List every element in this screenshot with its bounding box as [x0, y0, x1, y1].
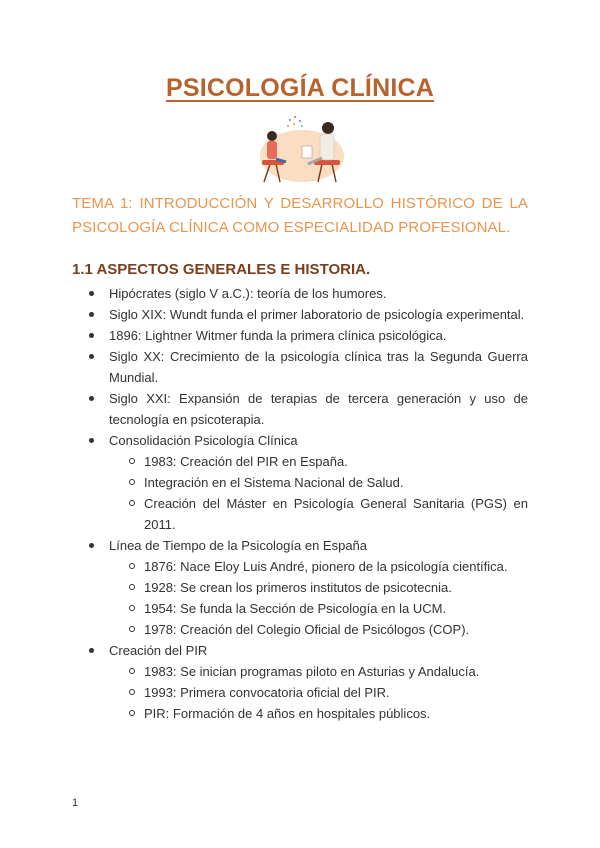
page-number: 1: [72, 797, 79, 809]
bullet-circle-icon: [129, 500, 135, 506]
bullet-dot-icon: [89, 396, 94, 401]
sub-item-text: 1876: Nace Eloy Luis André, pionero de la psicología científica.: [144, 559, 508, 574]
bullet-circle-icon: [129, 563, 135, 569]
list-item-text: Creación del PIR: [109, 643, 208, 658]
sub-list-item: [109, 472, 528, 493]
sub-item-text: Integración en el Sistema Nacional de Salud.: [144, 475, 404, 490]
sub-list: [109, 661, 528, 724]
list-item: [72, 388, 528, 430]
list-item: [72, 304, 528, 325]
sub-item-text: 1928: Se crean los primeros institutos de psicotecnia.: [144, 580, 452, 595]
sub-item-text: PIR: Formación de 4 años en hospitales públicos.: [144, 706, 431, 721]
bullet-circle-icon: [129, 479, 135, 485]
bullet-circle-icon: [129, 626, 135, 632]
bullet-circle-icon: [129, 458, 135, 464]
sub-item-text: 1978: Creación del Colegio Oficial de Psicólogos (COP).: [144, 622, 470, 637]
bullet-dot-icon: [89, 291, 94, 296]
list-item-text: Hipócrates (siglo V a.C.): teoría de los humores.: [109, 286, 387, 301]
sub-list-item: [109, 451, 528, 472]
sub-list-item: [109, 661, 528, 682]
bullet-dot-icon: [89, 648, 94, 653]
bullet-circle-icon: [129, 584, 135, 590]
list-item: [72, 283, 528, 304]
bullet-circle-icon: [129, 668, 135, 674]
list-item: [72, 640, 528, 724]
list-item: [72, 535, 528, 640]
list-item: [72, 430, 528, 535]
section-heading: 1.1 ASPECTOS GENERALES E HISTORIA.: [72, 261, 371, 278]
list-item-text: 1896: Lightner Witmer funda la primera clínica psicológica.: [109, 328, 447, 343]
list-item-text: Siglo XX: Crecimiento de la psicología clínica tras la Segunda Guerra Mundial.: [109, 349, 528, 385]
bullet-dot-icon: [89, 438, 94, 443]
sub-list: [109, 451, 528, 535]
list-item-text: Siglo XXI: Expansión de terapias de tercera generación y uso de tecnología en psicoterapia.: [109, 391, 528, 427]
sub-list-item: [109, 493, 528, 535]
bullet-circle-icon: [129, 605, 135, 611]
sub-list-item: [109, 619, 528, 640]
bullet-circle-icon: [129, 710, 135, 716]
sub-list-item: [109, 703, 528, 724]
sub-list-item: [109, 682, 528, 703]
list-item-text: Línea de Tiempo de la Psicología en España: [109, 538, 368, 553]
sub-list-item: [109, 598, 528, 619]
sub-item-text: 1954: Se funda la Sección de Psicología en la UCM.: [144, 601, 447, 616]
therapy-session-illustration: [250, 112, 350, 188]
sub-item-text: 1993: Primera convocatoria oficial del PIR.: [144, 685, 390, 700]
page-title: PSICOLOGÍA CLÍNICA: [166, 74, 434, 102]
topic-heading: TEMA 1: INTRODUCCIÓN Y DESARROLLO HISTÓRICO DE LA PSICOLOGÍA CLÍNICA COMO ESPECIALIDAD PROFESIONAL.: [72, 195, 528, 236]
bullet-dot-icon: [89, 333, 94, 338]
bullet-dot-icon: [89, 354, 94, 359]
sub-item-text: Creación del Máster en Psicología General Sanitaria (PGS) en 2011.: [144, 496, 528, 532]
bullet-list: [72, 283, 528, 724]
sub-item-text: 1983: Creación del PIR en España.: [144, 454, 348, 469]
list-item-text: Siglo XIX: Wundt funda el primer laboratorio de psicología experimental.: [109, 307, 525, 322]
list-item: [72, 325, 528, 346]
sub-item-text: 1983: Se inician programas piloto en Asturias y Andalucía.: [144, 664, 480, 679]
sub-list: [109, 556, 528, 640]
list-item-text: Consolidación Psicología Clínica: [109, 433, 298, 448]
bullet-circle-icon: [129, 689, 135, 695]
sub-list-item: [109, 556, 528, 577]
bullet-dot-icon: [89, 312, 94, 317]
sub-list-item: [109, 577, 528, 598]
list-item: [72, 346, 528, 388]
bullet-dot-icon: [89, 543, 94, 548]
